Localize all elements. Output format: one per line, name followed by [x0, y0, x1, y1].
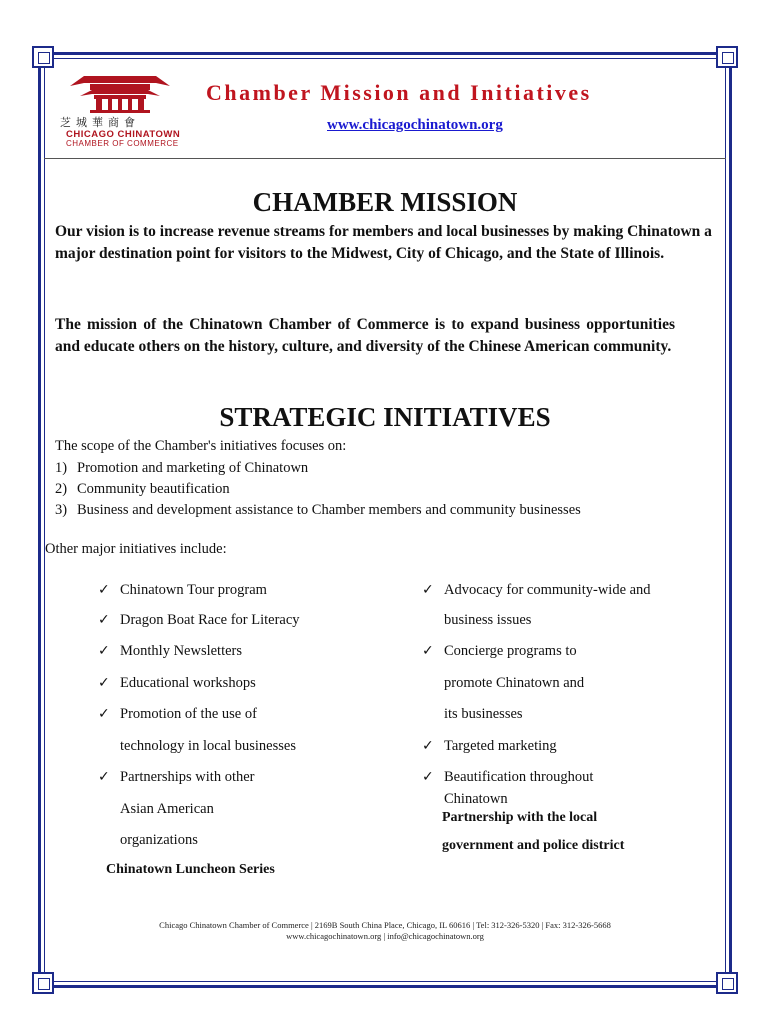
- initiative-right-item: Partnership with the local: [442, 810, 598, 825]
- border-corner-ornament: [716, 46, 738, 68]
- border-corner-ornament: [716, 972, 738, 994]
- initiative-left-item: ✓ Educational workshops: [98, 675, 256, 691]
- header-divider: [44, 158, 726, 159]
- initiative-left-item: ✓ Chinatown Tour program: [98, 582, 267, 598]
- checkmark-icon: ✓: [422, 582, 434, 598]
- initiative-left-continuation: organizations: [120, 832, 198, 848]
- initiative-right-item: ✓ Beautification throughout: [422, 769, 594, 785]
- mission-paragraph: The mission of the Chinatown Chamber of Commerce is to expand business opportunities and educate others on the history, culture, and diversity of the Chinese American community.: [55, 316, 675, 355]
- mission-heading: CHAMBER MISSION: [252, 187, 518, 217]
- initiative-right-continuation: government and police district: [442, 838, 625, 853]
- list-item: 2) Community beautification: [55, 481, 230, 497]
- initiative-right-continuation: its businesses: [444, 706, 523, 722]
- initiatives-scope: The scope of the Chamber's initiatives focuses on:: [55, 438, 347, 454]
- initiatives-list: [55, 458, 581, 521]
- initiative-left-continuation: Asian American: [120, 801, 214, 817]
- checkmark-icon: ✓: [422, 643, 434, 659]
- checkmark-icon: ✓: [98, 675, 110, 691]
- footer-web-email: www.chicagochinatown.org | info@chicagochinatown.org: [286, 931, 484, 941]
- initiatives-heading: STRATEGIC INITIATIVES: [219, 402, 551, 432]
- checkmark-icon: ✓: [98, 769, 110, 785]
- logo-text-line1: CHICAGO CHINATOWN: [66, 129, 181, 140]
- initiative-left-item: ✓ Partnerships with other: [98, 769, 255, 785]
- checkmark-icon: ✓: [98, 706, 110, 722]
- initiative-right-continuation: business issues: [444, 612, 532, 628]
- initiative-left-continuation: technology in local businesses: [120, 738, 296, 754]
- initiative-right-item: ✓ Concierge programs to: [422, 643, 577, 659]
- initiative-right-item: ✓ Targeted marketing: [422, 738, 557, 754]
- checkmark-icon: ✓: [98, 582, 110, 598]
- logo-text-line2: CHAMBER OF COMMERCE: [66, 139, 179, 148]
- initiative-left-item: ✓ Dragon Boat Race for Literacy: [98, 612, 300, 628]
- logo-chinese-name: 芝城華商會: [60, 116, 140, 129]
- footer-contact: Chicago Chinatown Chamber of Commerce | 2169B South China Place, Chicago, IL 60616 | Tel: 312-326-5320 | Fax: 312-326-5668: [159, 920, 611, 930]
- page-title: Chamber Mission and Initiatives: [206, 80, 592, 105]
- website-link[interactable]: www.chicagochinatown.org: [327, 117, 503, 133]
- vision-paragraph: Our vision is to increase revenue streams for members and local businesses by making Chinatown a major destination point for visitors to the Midwest, City of Chicago, and the State of Illinois.: [55, 223, 712, 262]
- other-initiatives-heading: Other major initiatives include:: [45, 541, 227, 557]
- checkmark-icon: ✓: [98, 643, 110, 659]
- initiative-right-continuation: promote Chinatown and: [444, 675, 585, 691]
- initiative-left-item: Chinatown Luncheon Series: [106, 862, 275, 877]
- list-item: 3) Business and development assistance to Chamber members and community businesses: [55, 502, 581, 518]
- initiative-left-item: ✓ Promotion of the use of: [98, 706, 257, 722]
- checkmark-icon: ✓: [98, 612, 110, 628]
- initiative-right-continuation: Chinatown: [444, 791, 508, 807]
- checkmark-icon: ✓: [422, 738, 434, 754]
- list-item: 1) Promotion and marketing of Chinatown: [55, 460, 309, 476]
- checkmark-icon: ✓: [422, 769, 434, 785]
- border-corner-ornament: [32, 972, 54, 994]
- initiative-right-item: ✓ Advocacy for community-wide and: [422, 582, 651, 598]
- initiative-left-item: ✓ Monthly Newsletters: [98, 643, 243, 659]
- border-corner-ornament: [32, 46, 54, 68]
